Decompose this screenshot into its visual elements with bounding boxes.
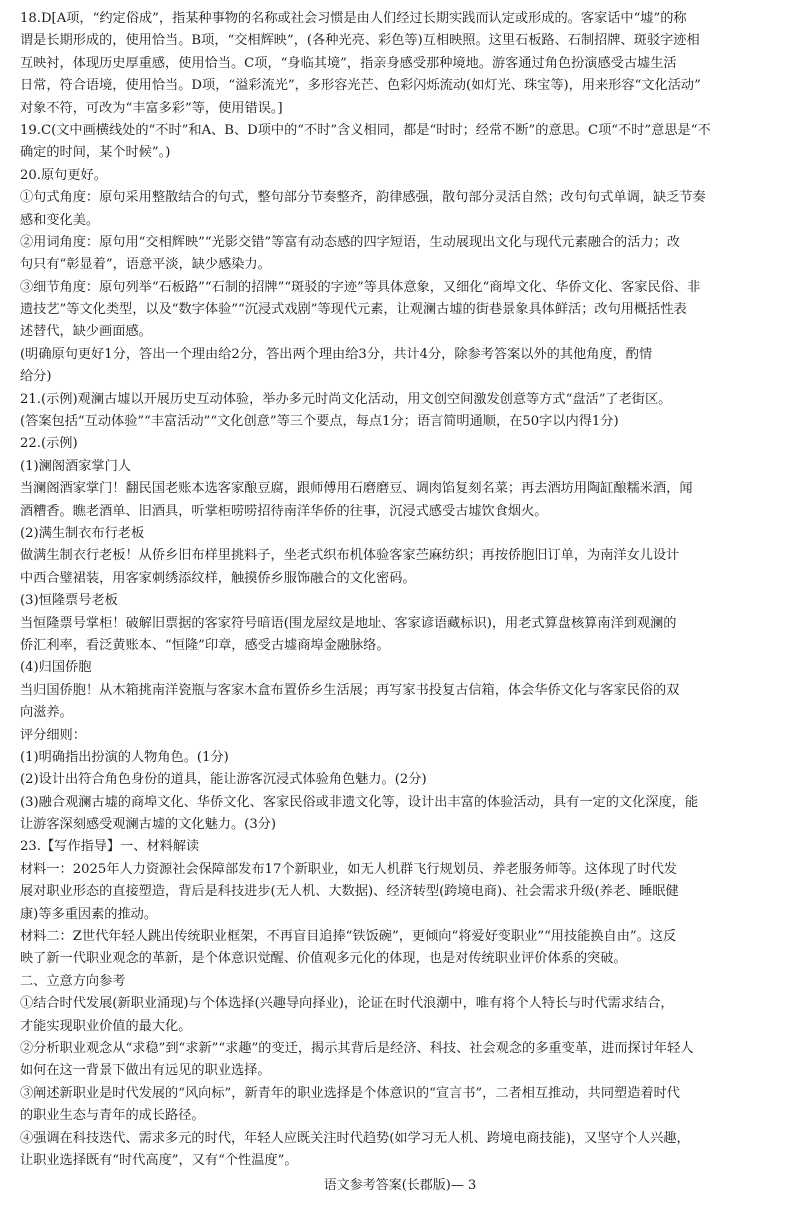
text-line: 19.C(文中画横线处的“不时”和A、B、D项中的“不时”含义相同，都是“时时；经常不断”的意思。C项“不时”意思是“不 (20, 122, 711, 138)
text-line: ②分析职业观念从“求稳”到“求新”“求趣”的变迁，揭示其背后是经济、科技、社会观念的多重变革，进而探讨年轻人 (20, 1040, 694, 1056)
text-line: 让职业选择既有“时代高度”，又有“个性温度”。 (20, 1152, 298, 1168)
text-line: 酒糟香。瞧老酒单、旧酒具，听掌柜唠唠招待南洋华侨的往事，沉浸式感受古墟饮食烟火。 (20, 503, 548, 519)
text-line: 中西合璧裙装，用客家刺绣添纹样，触摸侨乡服饰融合的文化密码。 (20, 570, 416, 586)
text-line: (3)融合观澜古墟的商埠文化、华侨文化、客家民俗或非遗文化等，设计出丰富的体验活动，具有一定的文化深度，能 (20, 794, 699, 810)
answer-content (20, 8, 785, 1172)
text-line: ①句式角度：原句采用整散结合的句式，整句部分节奏整齐，韵律感强，散句部分灵活自然；改句句式单调，缺乏节奏 (20, 190, 706, 206)
text-line: 材料二：Z世代年轻人跳出传统职业框架，不再盲目追捧“铁饭碗”，更倾向“将爱好变职业”“用技能换自由”。这反 (20, 929, 677, 945)
text-line: (1)澜阁酒家掌门人 (20, 458, 131, 474)
text-line: 映了新一代职业观念的革新，是个体意识觉醒、价值观多元化的体现，也是对传统职业评价体系的突破。 (20, 951, 627, 967)
text-line: 当归国侨胞！从木箱挑南洋瓷瓶与客家木盒布置侨乡生活展；再写家书投复古信箱，体会华侨文化与客家民俗的双 (20, 682, 680, 698)
text-line: (答案包括“互动体验”“丰富活动”“文化创意”等三个要点，每点1分；语言简明通顺，在50字以内得1分) (20, 414, 619, 430)
text-line: 侨汇利率，看泛黄账本、“恒隆”印章，感受古墟商埠金融脉络。 (20, 637, 390, 653)
text-line: 谓是长期形成的，使用恰当。B项，“交相辉映”，(各种光亮、彩色等)互相映照。这里石板路、石制招牌、斑驳字迹相 (20, 33, 700, 49)
text-line: 当恒隆票号掌柜！破解旧票据的客家符号暗语(围龙屋纹是地址、客家谚语藏标识)，用老式算盘核算南洋到观澜的 (20, 615, 677, 631)
text-line: 句只有“彰显着”，语意平淡，缺少感染力。 (20, 257, 271, 273)
text-line: 才能实现职业价值的最大化。 (20, 1018, 192, 1034)
text-line: 二、立意方向参考 (20, 973, 126, 989)
text-line: 向滋养。 (20, 705, 73, 721)
text-line: 当澜阁酒家掌门！翻民国老账本选客家酿豆腐，跟师傅用石磨磨豆、调肉馅复刻名菜；再去酒坊用陶缸酿糯米酒，闻 (20, 481, 693, 497)
text-line: ①结合时代发展(新职业涌现)与个体选择(兴趣导向择业)，论证在时代浪潮中，唯有将个人特长与时代需求结合， (20, 996, 674, 1012)
text-line: 感和变化美。 (20, 212, 100, 228)
text-line: (明确原句更好1分，答出一个理由给2分，答出两个理由给3分，共计4分，除参考答案以外的其他角度，酌情 (20, 346, 653, 362)
text-line: (1)明确指出扮演的人物角色。(1分) (20, 749, 229, 765)
text-line: 遗技艺”等文化类型，以及“数字体验”“沉浸式戏剧”等现代元素，让观澜古墟的街巷景象具体鲜活；改句用概括性表 (20, 302, 687, 318)
text-line: 23.【写作指导】一、材料解读 (20, 839, 200, 855)
text-line: 做满生制衣行老板！从侨乡旧布样里挑料子，坐老式织布机体验客家苎麻纺织；再按侨胞旧订单，为南洋女儿设计 (20, 548, 680, 564)
text-line: 材料一：2025年人力资源社会保障部发布17个新职业，如无人机群飞行规划员、养老服务师等。这体现了时代发 (20, 861, 677, 877)
text-line: 日常，符合语境，使用恰当。D项，“溢彩流光”，多形容光芒、色彩闪烁流动(如灯光、珠宝等)，用来形容“文化活动” (20, 78, 701, 94)
text-line: 康)等多重因素的推动。 (20, 906, 158, 922)
text-line: ②用词角度：原句用“交相辉映”“光影交错”等富有动态感的四字短语，生动展现出文化与现代元素融合的活力；改 (20, 234, 680, 250)
text-line: 让游客深刻感受观澜古墟的文化魅力。(3分) (20, 817, 277, 833)
text-line: 评分细则： (20, 727, 86, 743)
text-line: 展对职业形态的直接塑造，背后是科技进步(无人机、大数据)、经济转型(跨境电商)、社会需求升级(养老、睡眠健 (20, 884, 679, 900)
text-line: (2)满生制衣布行老板 (20, 525, 145, 541)
text-line: 的职业生态与青年的成长路径。 (20, 1108, 205, 1124)
text-line: 18.D[A项，“约定俗成”，指某种事物的名称或社会习惯是由人们经过长期实践而认定或形成的。客家话中“墟”的称 (20, 11, 687, 26)
text-line: 21.(示例)观澜古墟以开展历史互动体验，举办多元时尚文化活动，用文创空间激发创意等方式“盘活”了老街区。 (20, 391, 672, 407)
text-line: 22.(示例) (20, 436, 78, 452)
text-line: 20.原句更好。 (20, 167, 107, 183)
text-line: ④强调在科技迭代、需求多元的时代，年轻人应既关注时代趋势(如学习无人机、跨境电商技能)，又坚守个人兴趣， (20, 1130, 690, 1146)
text-line: 如何在这一背景下做出有远见的职业选择。 (20, 1063, 271, 1079)
text-line: ③阐述新职业是时代发展的“风向标”，新青年的职业选择是个体意识的“宣言书”，二者相互推动，共同塑造着时代 (20, 1085, 680, 1101)
text-line: 确定的时间，某个时候”。) (20, 145, 171, 161)
text-line: (3)恒隆票号老板 (20, 593, 118, 609)
text-line: (4)归国侨胞 (20, 660, 92, 676)
text-line: 对象不符，可改为“丰富多彩”等，使用错误。] (20, 100, 283, 116)
text-line: 互映衬，体现历史厚重感，使用恰当。C项，“身临其境”，指亲身感受那种境地。游客通过角色扮演感受古墟生活 (20, 55, 677, 71)
page-footer: 语文参考答案(长郡版)— 3 (323, 1178, 477, 1193)
text-line: ③细节角度：原句列举“石板路”“石制的招牌”“斑驳的字迹”等具体意象，又细化“商埠文化、华侨文化、客家民俗、非 (20, 279, 701, 295)
text-line: (2)设计出符合角色身份的道具，能让游客沉浸式体验角色魅力。(2分) (20, 772, 427, 788)
text-line: 给分) (20, 369, 52, 385)
text-line: 述替代，缺少画面感。 (20, 324, 152, 340)
